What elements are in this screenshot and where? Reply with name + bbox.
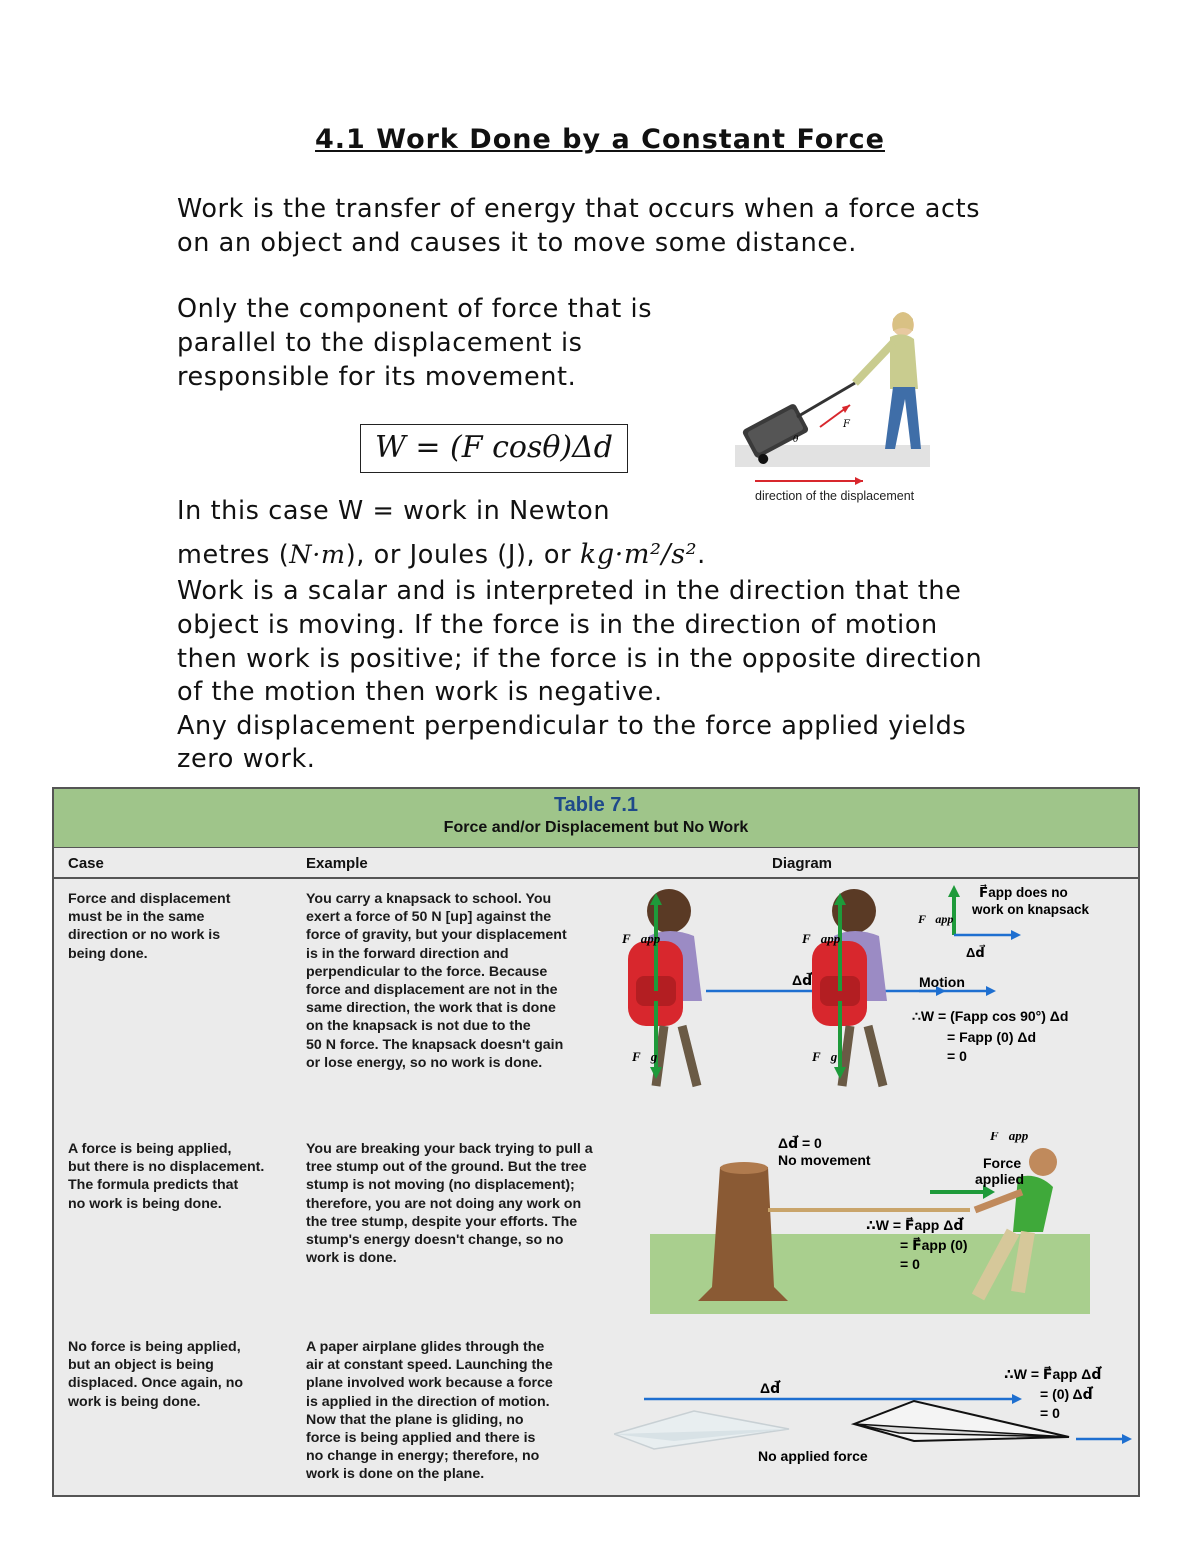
- row-3-diagram: [614, 1349, 1134, 1474]
- paragraph-line: In this case W = work in Newton: [177, 496, 611, 526]
- column-header-example: Example: [306, 855, 368, 872]
- paragraph-line: of the motion then work is negative.: [177, 677, 663, 707]
- column-header-case: Case: [68, 855, 104, 872]
- motion-label: Motion: [919, 974, 965, 990]
- row-3-example: A paper airplane glides through the air at constant speed. Launching the plane involved work because a force is applied in the direction of motion. Now that the plane is gliding, no force is being applied and there is no change in energy; therefore, no work is done on the plane.: [306, 1339, 553, 1483]
- paragraph-line: Work is a scalar and is interpreted in the direction that the: [177, 576, 962, 606]
- table-title: Table 7.1: [553, 794, 639, 816]
- text-run: metres (: [177, 540, 290, 570]
- suitcase-figure: [735, 305, 940, 505]
- equation-line: = 0: [1040, 1405, 1060, 1421]
- equation-line: = F⃗app (0): [900, 1237, 968, 1253]
- row-2-case: A force is being applied, but there is no displacement. The formula predicts that no work is being done.: [68, 1141, 265, 1212]
- paragraph-line: object is moving. If the force is in the direction of motion: [177, 610, 938, 640]
- unit-kg-m2-s2: kg·m²/s²: [579, 539, 698, 570]
- column-header-diagram: Diagram: [772, 855, 833, 872]
- fapp-label: F⃗app: [990, 1132, 1029, 1143]
- paragraph-line: then work is positive; if the force is in the opposite direction: [177, 644, 983, 674]
- row-2-diagram: [650, 1132, 1090, 1322]
- fapp-label: F⃗app: [622, 931, 661, 946]
- equation-line: = Fapp (0) Δd: [947, 1029, 1037, 1045]
- text-run: ), or Joules (J), or: [345, 540, 580, 570]
- equation-line: = 0: [900, 1256, 920, 1272]
- zero-displacement-label: Δd⃗ = 0: [778, 1135, 822, 1151]
- fg-label: F⃗g: [812, 1049, 838, 1064]
- work-formula: W = (F cosθ)Δd: [360, 424, 628, 473]
- paragraph-line: Any displacement perpendicular to the force applied yields: [177, 711, 967, 741]
- delta-d-label: Δd⃗: [792, 972, 813, 988]
- paragraph-line: parallel to the displacement is: [177, 328, 583, 358]
- paragraph-line: Only the component of force that is: [177, 294, 653, 324]
- no-applied-force-label: No applied force: [758, 1448, 868, 1464]
- fapp-label: F⃗app: [918, 912, 954, 926]
- equation-line: = (0) Δd⃗: [1040, 1386, 1093, 1402]
- table-subtitle: Force and/or Displacement but No Work: [443, 819, 749, 836]
- fg-label: F⃗g: [632, 1049, 658, 1064]
- paragraph-line: on an object and causes it to move some distance.: [177, 228, 857, 258]
- row-2-example: You are breaking your back trying to pull a tree stump out of the ground. But the tree stump is not moving (no displacement); therefore, you are not doing any work on the tree stump, despite your efforts. The stump's energy doesn't change, so no work is done.: [306, 1141, 593, 1267]
- row-1-example: You carry a knapsack to school. You exert a force of 50 N [up] against the force of gravity, but your displacement is in the forward direction and perpendicular to the force. Because force and displacement are not in the same direction, the work that is done on the knapsack is not due to the 50 N force. The knapsack doesn't gain or lose energy, so no work is done.: [306, 891, 567, 1071]
- table-7-1: [52, 787, 1140, 1497]
- page-title: 4.1 Work Done by a Constant Force: [315, 124, 885, 155]
- paragraph-line: Work is the transfer of energy that occurs when a force acts: [177, 194, 981, 224]
- paragraph-line: [177, 538, 706, 572]
- header-divider: [54, 877, 1138, 879]
- equation-line: ∴W = F⃗app Δd⃗: [866, 1217, 964, 1233]
- no-work-note: F⃗app does no: [979, 885, 1068, 900]
- paragraph-line: responsible for its movement.: [177, 362, 577, 392]
- delta-d-label: Δd⃗: [966, 945, 985, 960]
- unit-newton-metre: N·m: [289, 540, 346, 570]
- paragraph-line: zero work.: [177, 744, 316, 774]
- figure-caption: direction of the displacement: [755, 489, 915, 503]
- equation-line: ∴W = (Fapp cos 90°) Δd: [912, 1008, 1069, 1024]
- row-1-case: Force and displacement must be in the same direction or no work is being done.: [68, 891, 231, 962]
- row-3-case: No force is being applied, but an object is being displaced. Once again, no work is being done.: [68, 1339, 244, 1410]
- equation-line: = 0: [947, 1048, 967, 1064]
- fapp-label: F⃗app: [802, 931, 841, 946]
- text-run: .: [697, 540, 706, 570]
- force-applied-label: Force: [983, 1155, 1022, 1171]
- equation-line: ∴W = F⃗app Δd⃗: [1004, 1366, 1102, 1382]
- no-movement-label: No movement: [778, 1152, 871, 1168]
- delta-d-label: Δd⃗: [760, 1380, 781, 1396]
- table-header-band: [54, 789, 1138, 848]
- angle-label: θ: [793, 435, 799, 445]
- no-work-note: work on knapsack: [972, 902, 1090, 917]
- force-label: F: [843, 419, 850, 430]
- row-1-diagram: [614, 881, 1124, 1091]
- force-applied-label: applied: [975, 1171, 1025, 1187]
